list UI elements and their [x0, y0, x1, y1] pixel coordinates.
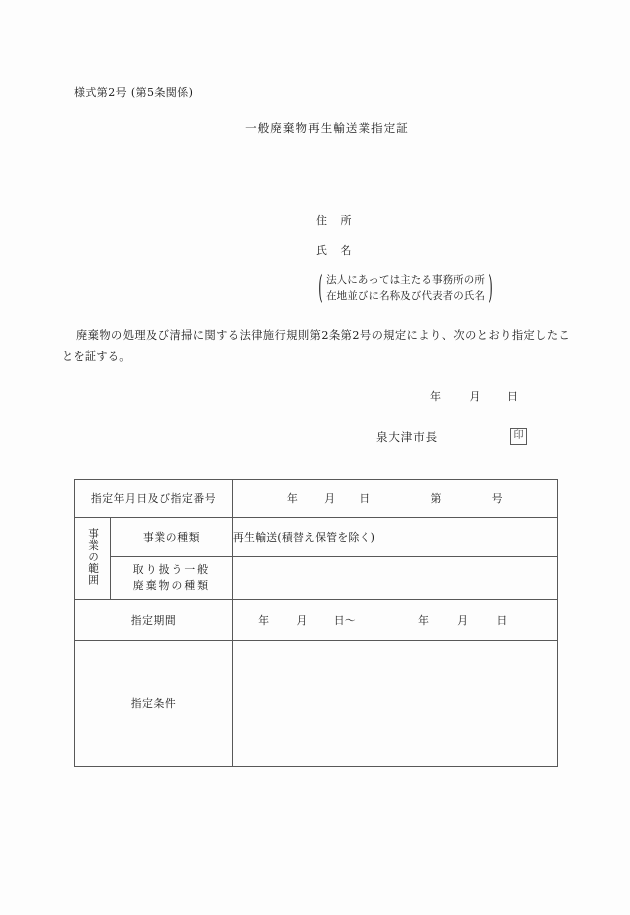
- issue-date-line: [430, 388, 519, 404]
- corporate-note-line-2: 在地並びに名称及び代表者の氏名: [326, 290, 486, 302]
- signer-line: [376, 428, 527, 445]
- form-number: 様式第2号 (第5条関係): [74, 86, 194, 99]
- signer-name: 泉大津市長: [376, 429, 438, 444]
- waste-type-label-line-2: 廃棄物の種類: [132, 579, 211, 592]
- period-end-day: 日: [496, 613, 508, 627]
- bracket-left-icon: (: [318, 269, 323, 307]
- scope-vertical-label-text: 事業の範囲: [87, 528, 100, 586]
- designation-number-prefix: 第: [430, 492, 442, 505]
- designation-number-value: [233, 480, 558, 518]
- period-label: 指定期間: [75, 600, 233, 641]
- designation-day: 日: [359, 492, 371, 505]
- table-row-period: [75, 600, 558, 641]
- designation-number-label: 指定年月日及び指定番号: [75, 480, 233, 518]
- waste-type-label-line-1: 取り扱う一般: [132, 563, 211, 576]
- name-label-first: 氏: [316, 244, 328, 257]
- table-row-business-type: [75, 518, 558, 557]
- bracket-right-icon: ): [488, 269, 493, 307]
- designation-number-suffix: 号: [491, 492, 503, 505]
- corporate-note: [318, 269, 493, 307]
- business-type-label: 事業の種類: [111, 518, 233, 557]
- name-label-row: [316, 242, 493, 258]
- period-start-year: 年: [258, 613, 270, 627]
- period-end-month: 月: [457, 613, 469, 627]
- period-value: [233, 600, 558, 641]
- designation-year: 年: [286, 492, 299, 505]
- issue-date-day: 日: [507, 390, 519, 403]
- corporate-note-line-1: 法人にあっては主たる事務所の所: [326, 274, 485, 286]
- corporate-note-text: [326, 272, 485, 304]
- body-paragraph: 廃棄物の処理及び清掃に関する法律施行規則第2条第2号の規定により、次のとおり指定したことを証する。: [62, 329, 570, 363]
- document-title: 一般廃棄物再生輸送業指定証: [245, 121, 409, 135]
- conditions-label: 指定条件: [75, 641, 233, 767]
- table-row-designation-number: [75, 480, 558, 518]
- address-label-second: 所: [340, 214, 352, 227]
- table-row-waste-type: [75, 557, 558, 600]
- name-label-second: 名: [340, 244, 352, 257]
- address-label-first: 住: [316, 214, 328, 227]
- issue-date-year: 年: [430, 390, 442, 403]
- period-start-month: 月: [296, 613, 308, 627]
- seal-stamp-icon: 印: [510, 428, 527, 445]
- waste-type-label: [111, 557, 233, 600]
- conditions-value: [233, 641, 558, 767]
- period-end-year: 年: [418, 613, 430, 627]
- issue-date-month: 月: [469, 390, 481, 403]
- recipient-block: [316, 212, 493, 307]
- designation-month: 月: [324, 492, 336, 505]
- address-label-row: [316, 212, 493, 228]
- period-start-day: 日〜: [333, 613, 357, 627]
- waste-type-value: [233, 557, 558, 600]
- table-row-conditions: [75, 641, 558, 767]
- scope-vertical-label: [75, 518, 111, 600]
- designation-table: [74, 479, 558, 767]
- business-type-value: 再生輸送(積替え保管を除く): [233, 518, 558, 557]
